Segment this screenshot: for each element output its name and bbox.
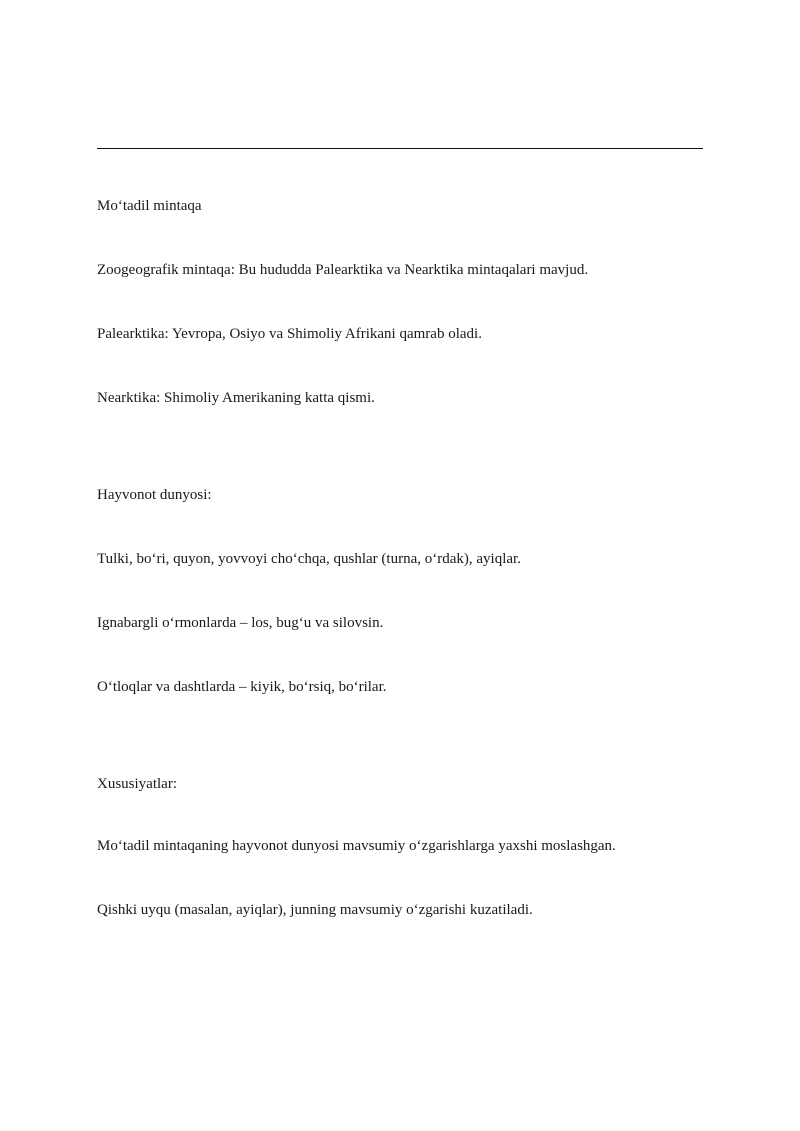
section-title-features: Xususiyatlar:	[97, 776, 177, 792]
section-title-temperate-zone: Moʻtadil mintaqa	[97, 198, 202, 214]
paragraph-nearctic: Nearktika: Shimoliy Amerikaning katta qismi.	[97, 390, 375, 406]
section-title-fauna: Hayvonot dunyosi:	[97, 487, 212, 503]
paragraph-features-adaptation: Moʻtadil mintaqaning hayvonot dunyosi mavsumiy oʻzgarishlarga yaxshi moslashgan.	[97, 838, 616, 854]
paragraph-fauna-meadows-steppes: Oʻtloqlar va dashtlarda – kiyik, boʻrsiq, boʻrilar.	[97, 679, 387, 695]
header-rule	[97, 148, 703, 149]
paragraph-palearctic: Palearktika: Yevropa, Osiyo va Shimoliy Afrikani qamrab oladi.	[97, 326, 482, 342]
paragraph-features-hibernation: Qishki uyqu (masalan, ayiqlar), junning mavsumiy oʻzgarishi kuzatiladi.	[97, 902, 533, 918]
paragraph-fauna-animals: Tulki, boʻri, quyon, yovvoyi choʻchqa, qushlar (turna, oʻrdak), ayiqlar.	[97, 551, 521, 567]
paragraph-fauna-coniferous-forests: Ignabargli oʻrmonlarda – los, bugʻu va silovsin.	[97, 615, 384, 631]
paragraph-zoogeographic-region: Zoogeografik mintaqa: Bu hududda Palearktika va Nearktika mintaqalari mavjud.	[97, 262, 589, 278]
